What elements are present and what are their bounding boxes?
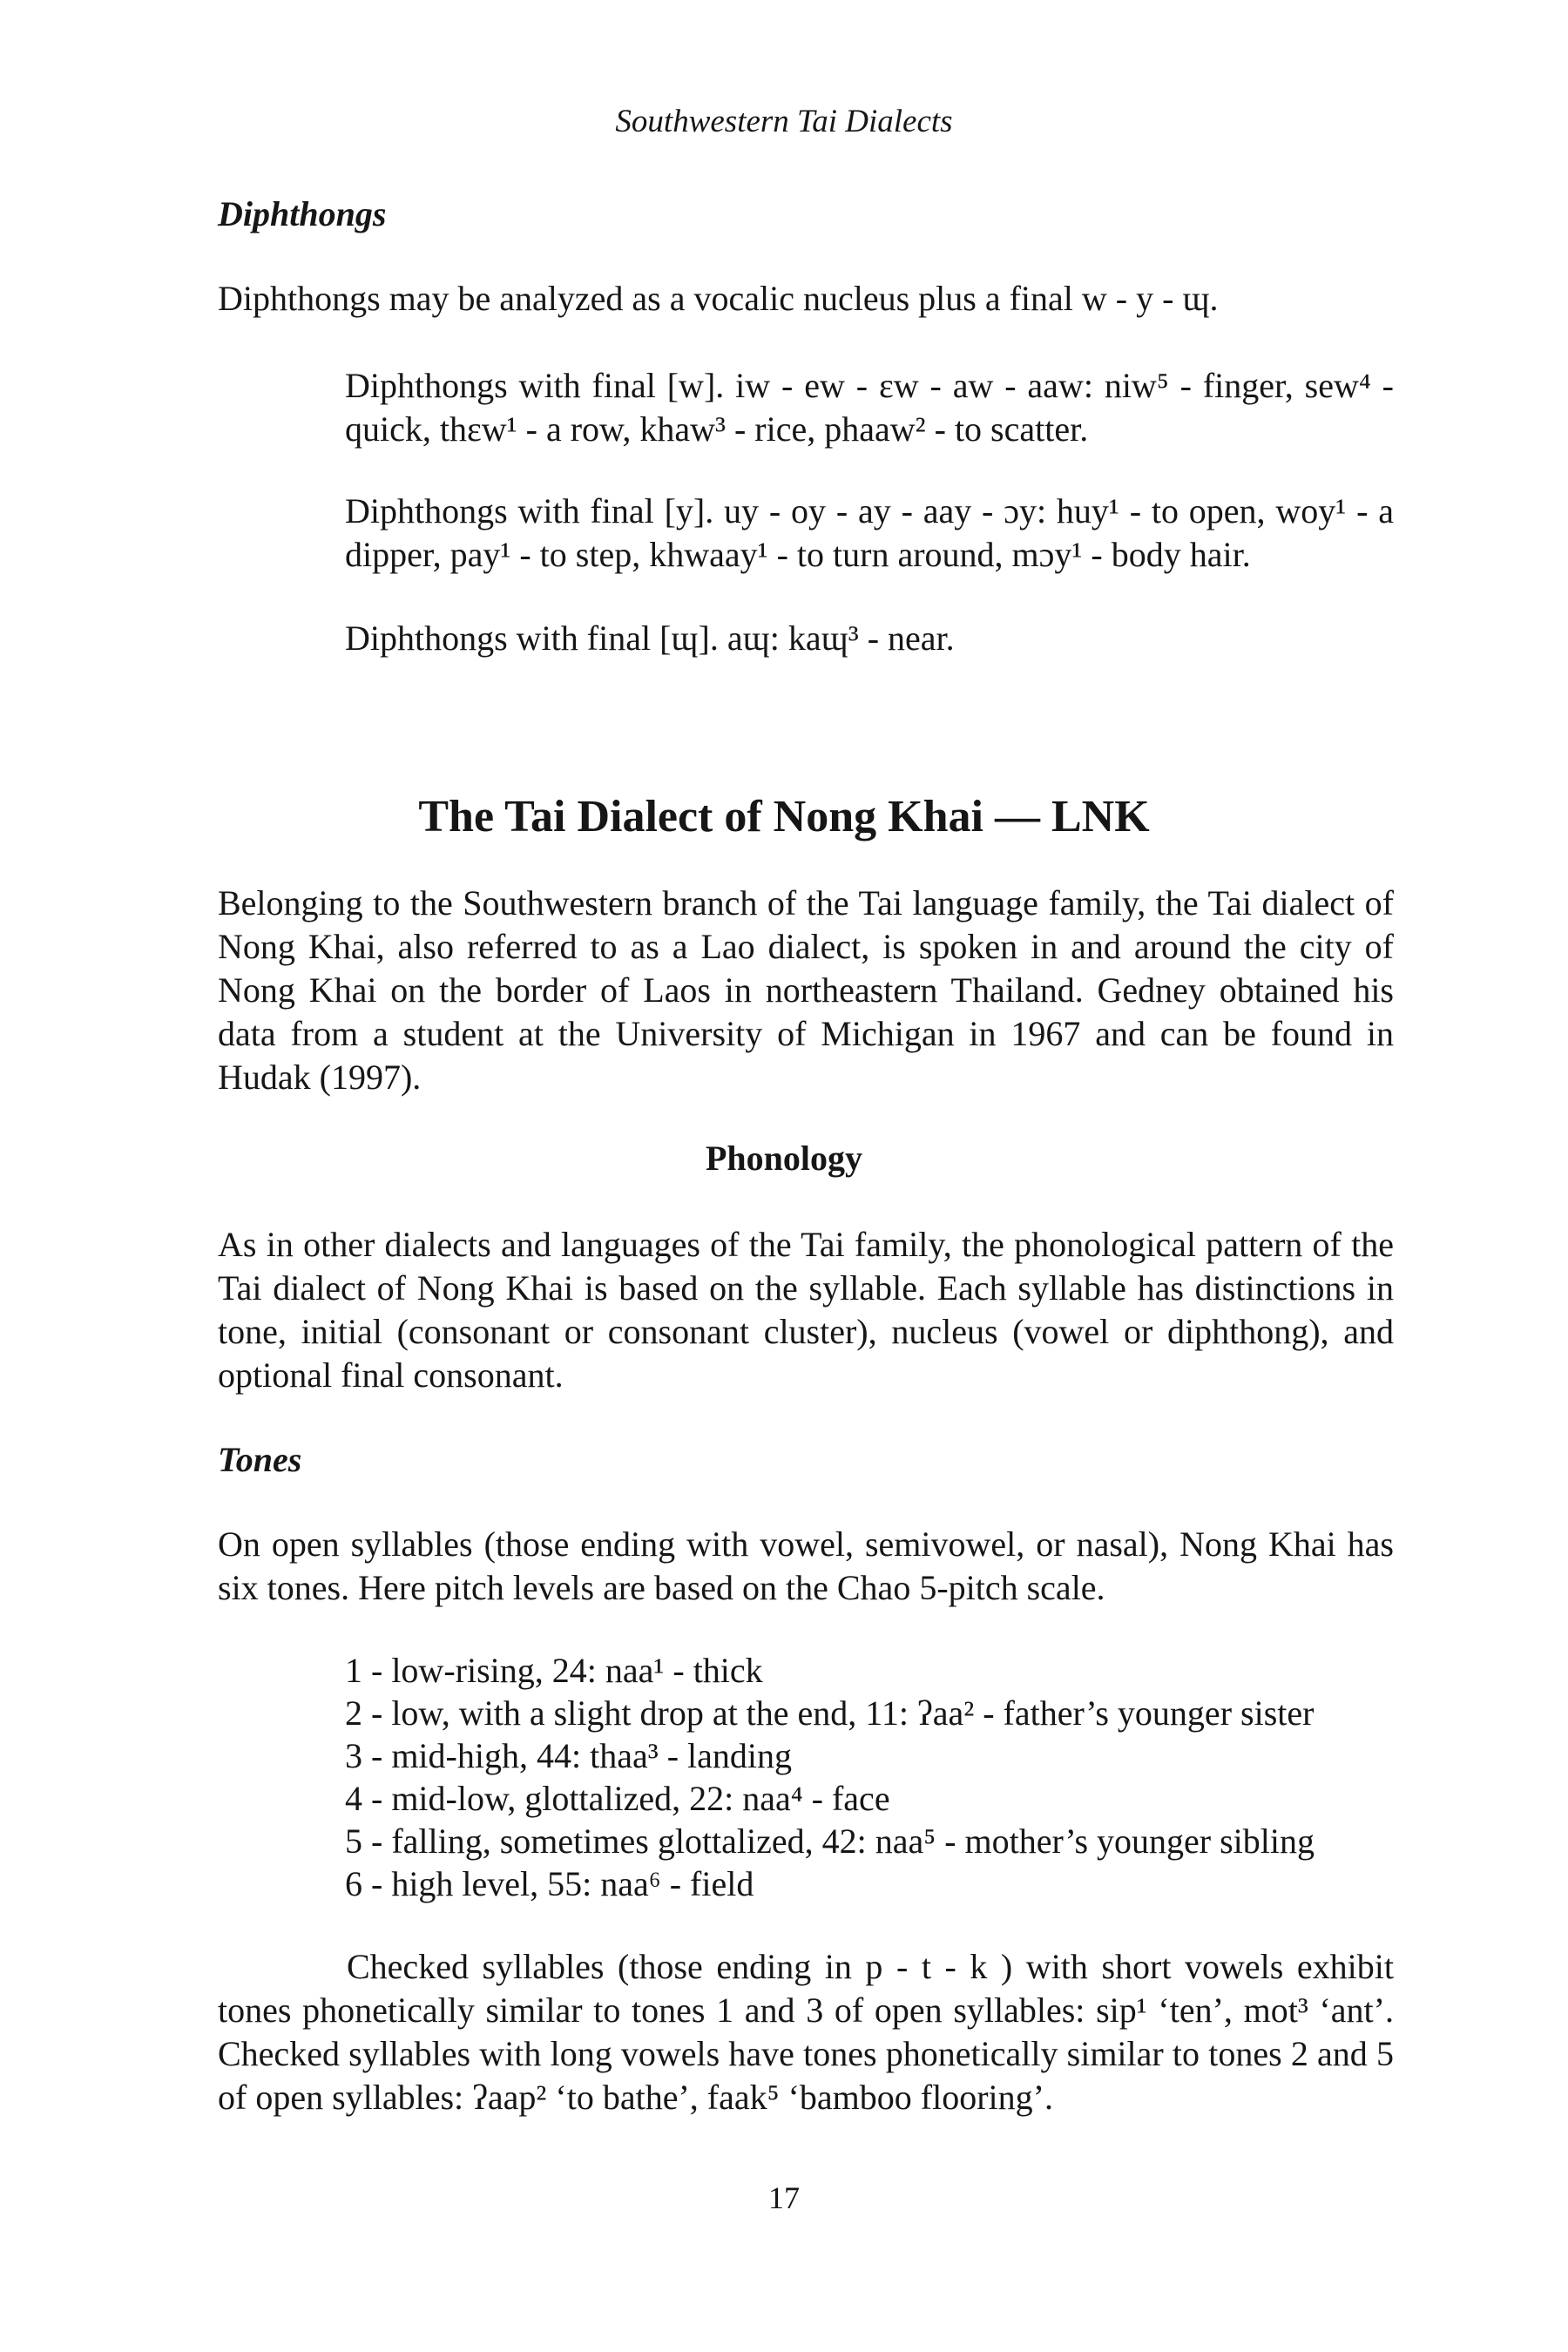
tone-item-3: 3 - mid-high, 44: thaa³ - landing <box>345 1736 793 1775</box>
diphthongs-heading: Diphthongs <box>218 194 387 233</box>
diphthongs-final-w: Diphthongs with final [w]. iw - ew - ɛw - aw - aaw: niw⁵ - finger, sew⁴ - quick, thɛw¹ - a row, khaw³ - rice, phaaw² - to scatter. <box>345 366 1394 449</box>
checked-syllables-paragraph: Checked syllables (those ending in p - t - k ) with short vowels exhibit tones phonetically similar to tones 1 and 3 of open syllables: sip¹ ‘ten’, mot³ ‘ant’. Checked syllables with long vowels have tones phonetically similar to tones 2 and 5 of open syllables: ʔaap² ‘to bathe’, faak⁵ ‘bamboo flooring’. <box>218 1947 1394 2117</box>
chapter-title: The Tai Dialect of Nong Khai — LNK <box>418 792 1150 841</box>
tone-item-4: 4 - mid-low, glottalized, 22: naa⁴ - face <box>345 1779 890 1818</box>
phonology-paragraph: As in other dialects and languages of the Tai family, the phonological pattern of the Tai dialect of Nong Khai is based on the syllable. Each syllable has distinctions in tone, initial (consonant or consonant cluster), nucleus (vowel or diphthong), and optional final consonant. <box>218 1225 1394 1395</box>
page-number: 17 <box>768 2180 800 2215</box>
tones-paragraph: On open syllables (those ending with vowel, semivowel, or nasal), Nong Khai has six tones. Here pitch levels are based on the Chao 5-pitch scale. <box>218 1524 1394 1607</box>
phonology-heading: Phonology <box>705 1139 863 1178</box>
tone-item-5: 5 - falling, sometimes glottalized, 42: naa⁵ - mother’s younger sibling <box>345 1821 1315 1861</box>
tones-heading: Tones <box>218 1440 302 1479</box>
tone-item-6: 6 - high level, 55: naa⁶ - field <box>345 1864 754 1903</box>
intro-paragraph: Belonging to the Southwestern branch of the Tai language family, the Tai dialect of Nong Khai, also referred to as a Lao dialect, is spoken in and around the city of Nong Khai on the border of Laos in northeastern Thailand. Gedney obtained his data from a student at the University of Michigan in 1967 and can be found in Hudak (1997). <box>218 883 1394 1097</box>
tone-list <box>345 1649 1394 1905</box>
tone-item-1: 1 - low-rising, 24: naa¹ - thick <box>345 1651 763 1690</box>
diphthongs-final-y: Diphthongs with final [y]. uy - oy - ay - aay - ɔy: huy¹ - to open, woy¹ - a dipper, pay¹ - to step, khwaay¹ - to turn around, mɔy¹ - body hair. <box>345 491 1394 574</box>
diphthongs-intro: Diphthongs may be analyzed as a vocalic nucleus plus a final w - y - ɰ. <box>218 279 1219 318</box>
running-head: Southwestern Tai Dialects <box>615 104 953 139</box>
tone-item-2: 2 - low, with a slight drop at the end, 11: ʔaa² - father’s younger sister <box>345 1693 1315 1733</box>
diphthongs-final-gamma: Diphthongs with final [ɰ]. aɰ: kaɰ³ - near. <box>345 618 955 658</box>
